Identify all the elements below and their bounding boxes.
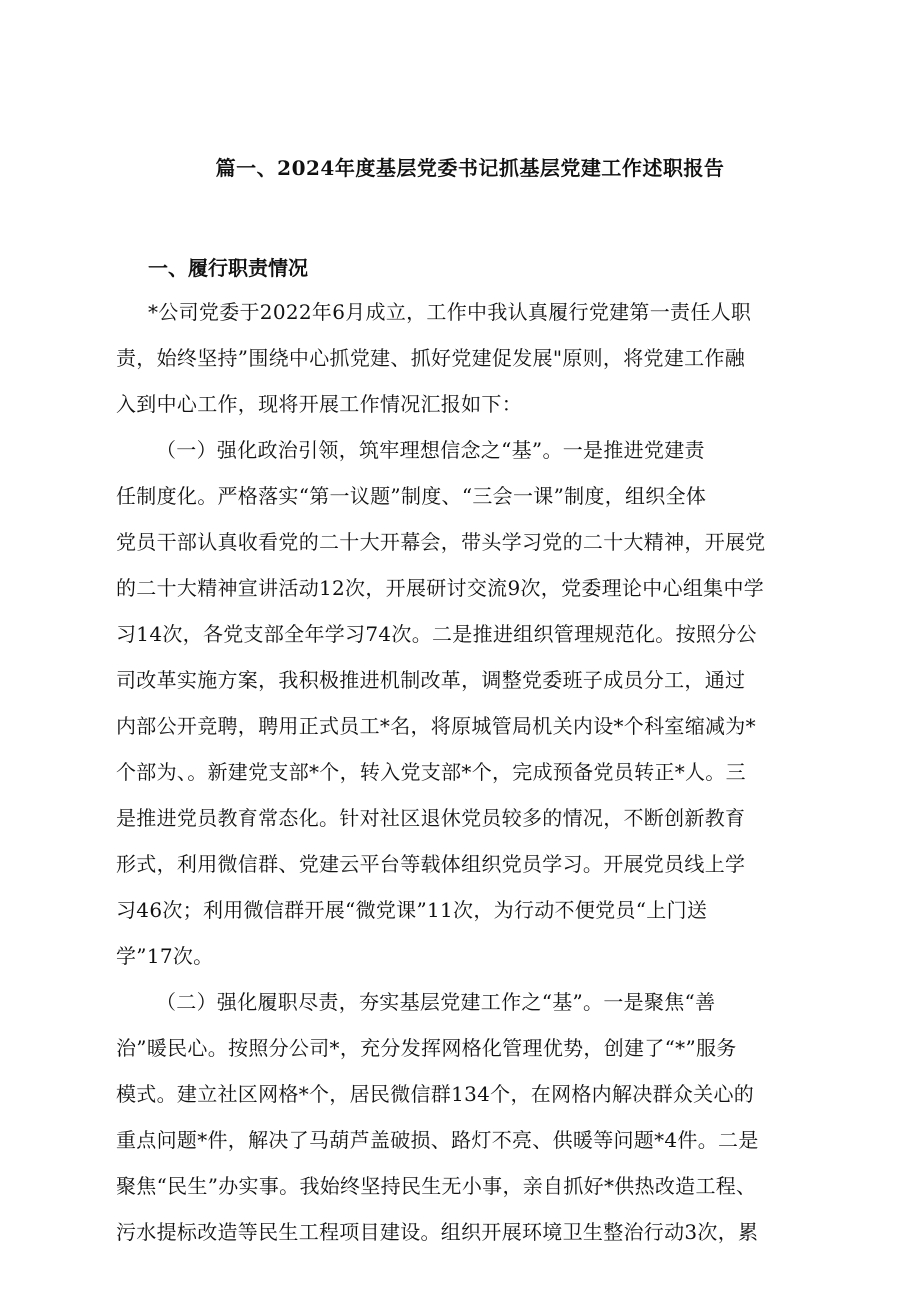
section-heading: 一、履行职责情况	[148, 256, 308, 280]
paragraph-line: *公司党委于2022年6月成立，工作中我认真履行党建第一责任人职	[148, 300, 752, 324]
paragraph-line: 个部为、。新建党支部*个，转入党支部*个，完成预备党员转正*人。三	[116, 760, 746, 784]
document-title: 篇一、2024年度基层党委书记抓基层党建工作述职报告	[215, 156, 725, 180]
paragraph-line: 学”17次。	[116, 944, 214, 968]
paragraph-line: 任制度化。严格落实“第一议题”制度、“三会一课”制度，组织全体	[116, 484, 707, 508]
paragraph-line: 党员干部认真收看党的二十大开幕会，带头学习党的二十大精神，开展党	[116, 530, 766, 554]
paragraph-line: 聚焦“民生”办实事。我始终坚持民生无小事，亲自抓好*供热改造工程、	[116, 1174, 757, 1198]
paragraph-line: 内部公开竞聘，聘用正式员工*名，将原城管局机关内设*个科室缩减为*	[116, 714, 756, 738]
paragraph-line: 习46次；利用微信群开展“微党课”11次，为行动不便党员“上门送	[116, 898, 708, 922]
paragraph-line: （一）强化政治引领，筑牢理想信念之“基”。一是推进党建责	[156, 438, 705, 462]
paragraph-line: 是推进党员教育常态化。针对社区退休党员较多的情况，不断创新教育	[116, 806, 746, 830]
paragraph-line: 入到中心工作，现将开展工作情况汇报如下：	[116, 392, 522, 416]
paragraph-line: 重点问题*件，解决了马葫芦盖破损、路灯不亮、供暖等问题*4件。二是	[116, 1128, 759, 1152]
paragraph-line: 模式。建立社区网格*个，居民微信群134个，在网格内解决群众关心的	[116, 1082, 755, 1106]
paragraph-line: 司改革实施方案，我积极推进机制改革，调整党委班子成员分工，通过	[116, 668, 746, 692]
paragraph-line: （二）强化履职尽责，夯实基层党建工作之“基”。一是聚焦“善	[156, 990, 716, 1014]
paragraph-line: 责，始终坚持”围绕中心抓党建、抓好党建促发展"原则，将党建工作融	[116, 346, 746, 370]
paragraph-line: 治”暖民心。按照分公司*，充分发挥网格化管理优势，创建了“*”服务	[116, 1036, 737, 1060]
paragraph-line: 形式，利用微信群、党建云平台等载体组织党员学习。开展党员线上学	[116, 852, 746, 876]
paragraph-line: 的二十大精神宣讲活动12次，开展研讨交流9次，党委理论中心组集中学	[116, 576, 765, 600]
paragraph-line: 污水提标改造等民生工程项目建设。组织开展环境卫生整治行动3次，累	[116, 1220, 759, 1244]
paragraph-line: 习14次，各党支部全年学习74次。二是推进组织管理规范化。按照分公	[116, 622, 757, 646]
